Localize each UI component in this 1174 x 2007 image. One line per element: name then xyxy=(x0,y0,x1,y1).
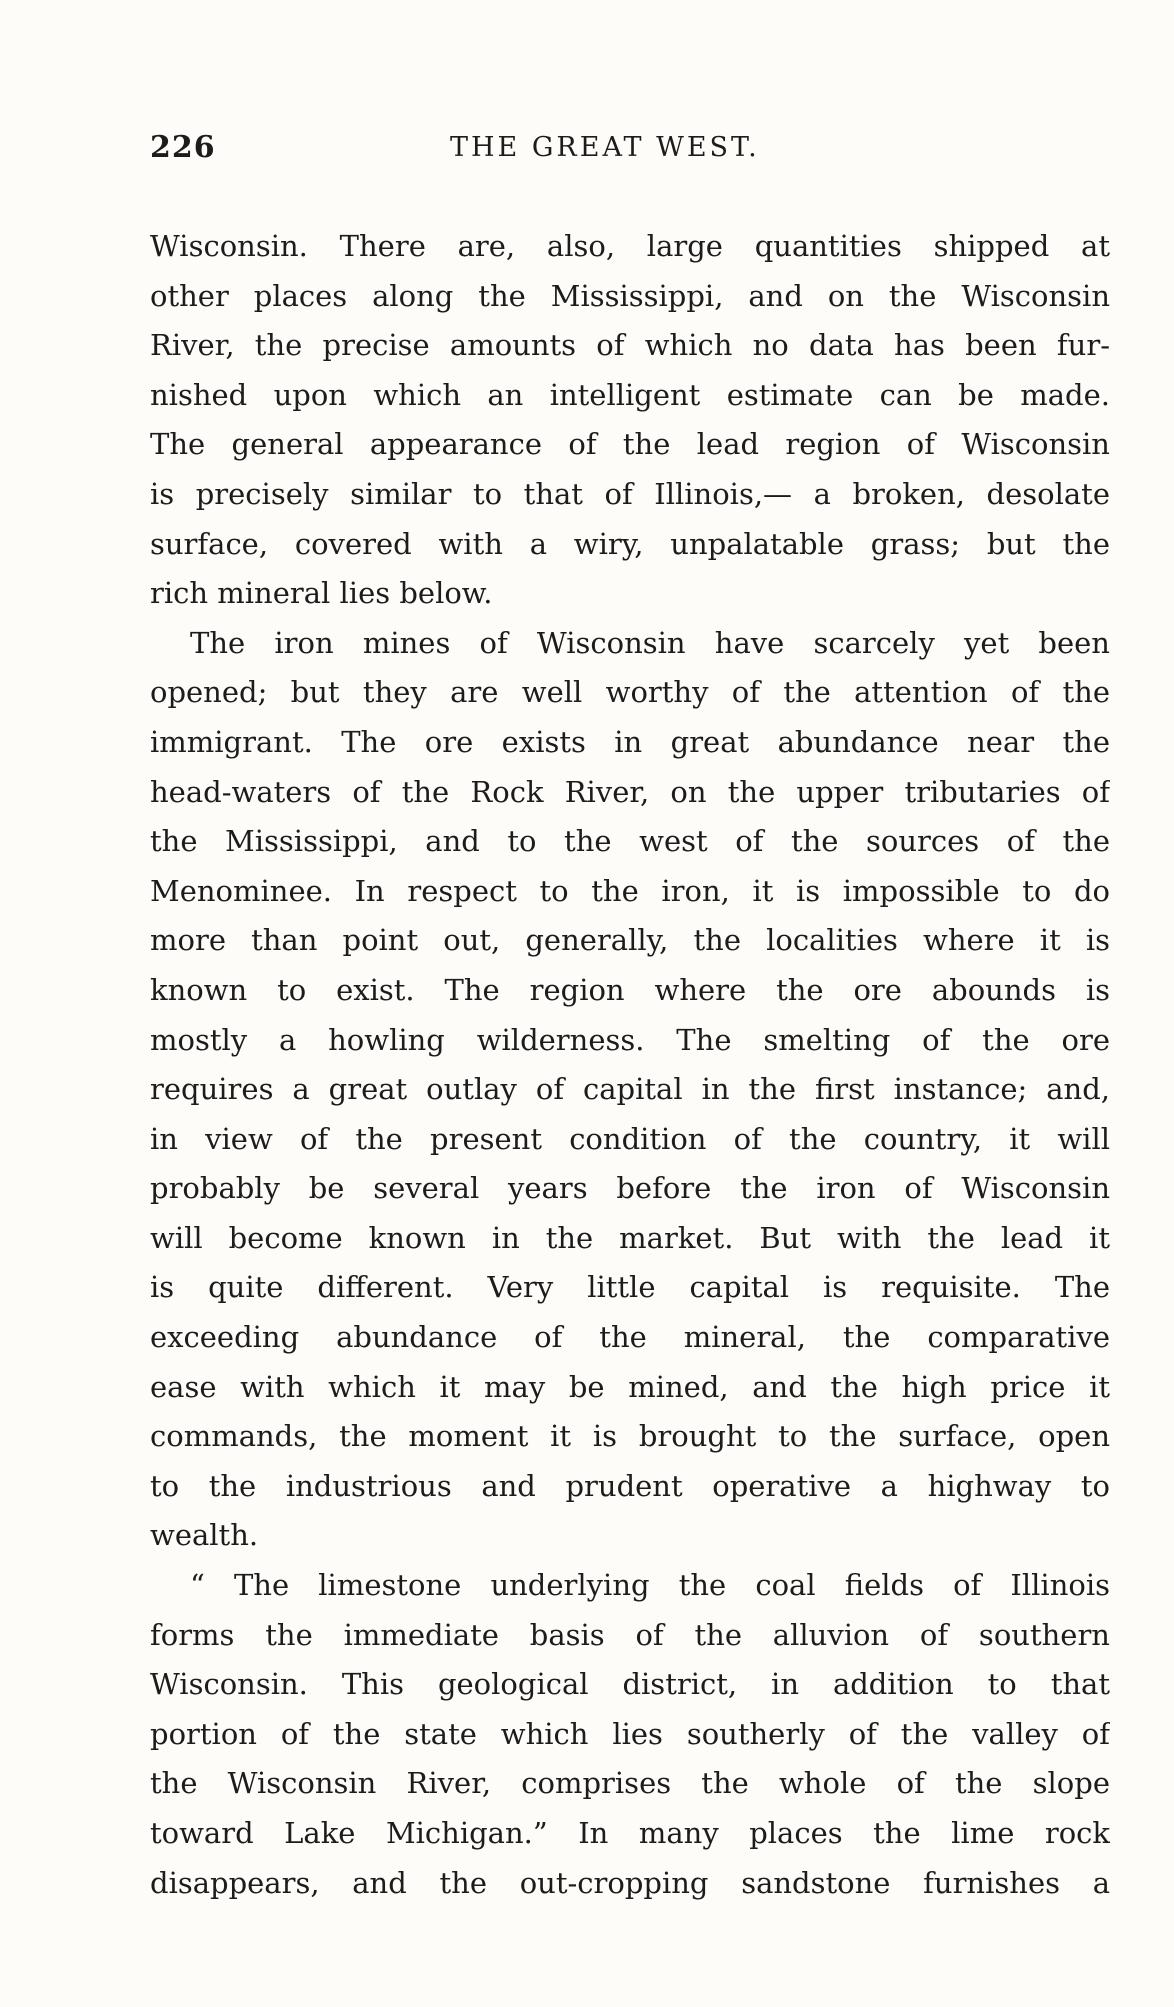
text-line: the Wisconsin River, comprises the whole of the slope xyxy=(150,1766,1110,1801)
running-head xyxy=(150,130,1110,170)
text-line: The general appearance of the lead region of Wisconsin xyxy=(150,427,1110,462)
text-line: is quite different. Very little capital is requisite. The xyxy=(150,1270,1110,1305)
text-line: will become known in the market. But with the lead it xyxy=(150,1220,1110,1255)
text-line: Wisconsin. This geological district, in addition to that xyxy=(150,1667,1110,1702)
text-line: head-waters of the Rock River, on the upper tributaries of xyxy=(150,774,1110,809)
text-line: toward Lake Michigan.” In many places the lime rock xyxy=(150,1816,1110,1850)
text-line: in view of the present condition of the country, it will xyxy=(150,1121,1110,1156)
text-line: nished upon which an intelligent estimate can be made. xyxy=(150,377,1110,412)
text-line: is precisely similar to that of Illinois,— a broken, desolate xyxy=(150,476,1110,511)
text-line: surface, covered with a wiry, unpalatable grass; but the xyxy=(150,526,1110,561)
text-line: forms the immediate basis of the alluvion of southern xyxy=(150,1617,1110,1652)
text-line: to the industrious and prudent operative a highway to xyxy=(150,1468,1110,1503)
text-line: probably be several years before the iron of Wisconsin xyxy=(150,1171,1110,1206)
text-line: immigrant. The ore exists in great abundance near the xyxy=(150,724,1110,759)
text-line: other places along the Mississippi, and on the Wisconsin xyxy=(150,278,1110,313)
text-line: requires a great outlay of capital in the first instance; and, xyxy=(150,1072,1110,1107)
text-line: known to exist. The region where the ore abounds is xyxy=(150,972,1110,1007)
text-line: rich mineral lies below. xyxy=(150,576,493,611)
text-line: opened; but they are well worthy of the attention of the xyxy=(150,675,1110,710)
body-text xyxy=(150,222,1110,1908)
text-line: Wisconsin. There are, also, large quantities shipped at xyxy=(150,229,1110,263)
text-line: River, the precise amounts of which no data has been fur- xyxy=(150,328,1110,363)
text-line: Menominee. In respect to the iron, it is impossible to do xyxy=(150,873,1110,908)
text-line: more than point out, generally, the localities where it is xyxy=(150,923,1110,958)
text-line: exceeding abundance of the mineral, the comparative xyxy=(150,1320,1110,1355)
text-line: “ The limestone underlying the coal fields of Illinois xyxy=(190,1568,1110,1603)
text-line: wealth. xyxy=(150,1518,259,1553)
running-title: THE GREAT WEST. xyxy=(450,132,760,163)
text-line: disappears, and the out-cropping sandstone furnishes a xyxy=(150,1865,1110,1900)
text-line: the Mississippi, and to the west of the sources of the xyxy=(150,824,1110,859)
text-line: The iron mines of Wisconsin have scarcely yet been xyxy=(190,625,1110,660)
text-line: mostly a howling wilderness. The smelting of the ore xyxy=(150,1022,1110,1057)
text-line: commands, the moment it is brought to the surface, open xyxy=(150,1419,1110,1454)
page-number: 226 xyxy=(150,130,216,165)
text-line: portion of the state which lies southerly of the valley of xyxy=(150,1716,1110,1751)
text-line: ease with which it may be mined, and the high price it xyxy=(150,1369,1110,1404)
